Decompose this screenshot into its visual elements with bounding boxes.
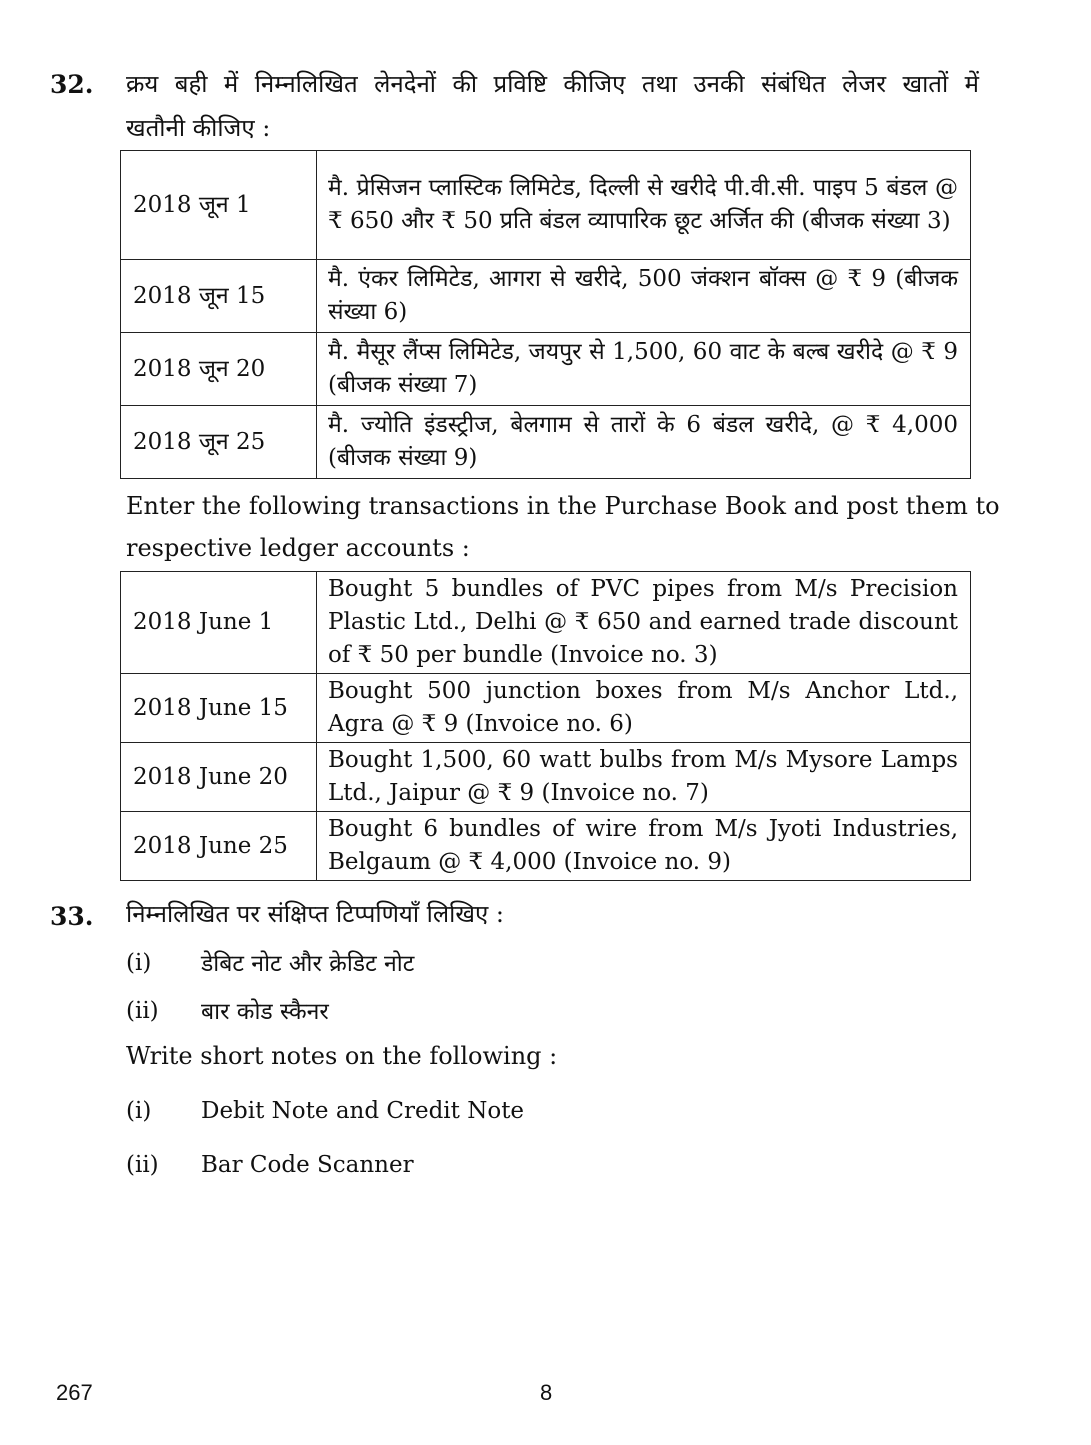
description-cell: मै. ज्योति इंडस्ट्रीज, बेलगाम से तारों के 6 बंडल खरीदे, @ ₹ 4,000 (बीजक संख्या 9)	[317, 406, 971, 479]
hindi-option-label: (i)	[126, 950, 152, 976]
english-option-text: Debit Note and Credit Note	[201, 1098, 525, 1124]
question-32-english-line-1: Enter the following transactions in the Purchase Book and post them to	[126, 492, 1000, 520]
date-cell: 2018 June 25	[121, 812, 317, 881]
question-32-hindi-line-1: क्रय बही में निम्नलिखित लेनदेनों की प्रविष्टि कीजिए तथा उनकी संबंधित लेजर खातों में	[126, 70, 979, 98]
english-option-text: Bar Code Scanner	[201, 1152, 414, 1178]
date-cell: 2018 जून 25	[121, 406, 317, 479]
date-cell: 2018 जून 1	[121, 151, 317, 260]
date-cell: 2018 June 1	[121, 572, 317, 674]
table-row	[121, 333, 971, 406]
question-33-english-prompt: Write short notes on the following :	[126, 1042, 558, 1070]
table-row	[121, 743, 971, 812]
hindi-option-text: डेबिट नोट और क्रेडिट नोट	[201, 951, 415, 977]
question-33-number: 33.	[50, 902, 94, 931]
english-option-label: (ii)	[126, 1152, 159, 1178]
question-32-english-line-2: respective ledger accounts :	[126, 534, 470, 562]
description-cell: Bought 500 junction boxes from M/s Anchor Ltd., Agra @ ₹ 9 (Invoice no. 6)	[317, 674, 971, 743]
paper-code: 267	[56, 1380, 93, 1405]
table-row	[121, 151, 971, 260]
hindi-option-text: बार कोड स्कैनर	[201, 999, 329, 1025]
table-row	[121, 260, 971, 333]
table-row	[121, 406, 971, 479]
question-32-number: 32.	[50, 70, 94, 99]
hindi-option-label: (ii)	[126, 998, 159, 1024]
description-cell: Bought 6 bundles of wire from M/s Jyoti Industries, Belgaum @ ₹ 4,000 (Invoice no. 9)	[317, 812, 971, 881]
english-transactions-table	[120, 571, 971, 881]
english-option-label: (i)	[126, 1098, 152, 1124]
date-cell: 2018 June 15	[121, 674, 317, 743]
description-cell: Bought 1,500, 60 watt bulbs from M/s Mysore Lamps Ltd., Jaipur @ ₹ 9 (Invoice no. 7)	[317, 743, 971, 812]
description-cell: मै. एंकर लिमिटेड, आगरा से खरीदे, 500 जंक्शन बॉक्स @ ₹ 9 (बीजक संख्या 6)	[317, 260, 971, 333]
question-32-hindi-line-2: खतौनी कीजिए :	[126, 114, 271, 142]
description-cell: Bought 5 bundles of PVC pipes from M/s Precision Plastic Ltd., Delhi @ ₹ 650 and earned trade discount of ₹ 50 per bundle (Invoice no. 3)	[317, 572, 971, 674]
description-cell: मै. मैसूर लैंप्स लिमिटेड, जयपुर से 1,500, 60 वाट के बल्ब खरीदे @ ₹ 9 (बीजक संख्या 7)	[317, 333, 971, 406]
date-cell: 2018 जून 15	[121, 260, 317, 333]
question-33-hindi-prompt: निम्नलिखित पर संक्षिप्त टिप्पणियाँ लिखिए :	[126, 900, 505, 928]
table-row	[121, 572, 971, 674]
table-row	[121, 674, 971, 743]
table-row	[121, 812, 971, 881]
date-cell: 2018 जून 20	[121, 333, 317, 406]
hindi-transactions-table	[120, 150, 971, 479]
description-cell: मै. प्रेसिजन प्लास्टिक लिमिटेड, दिल्ली से खरीदे पी.वी.सी. पाइप 5 बंडल @ ₹ 650 और ₹ 50 प्रति बंडल व्यापारिक छूट अर्जित की (बीजक संख्या 3)	[317, 151, 971, 260]
date-cell: 2018 June 20	[121, 743, 317, 812]
page-number: 8	[540, 1380, 553, 1405]
